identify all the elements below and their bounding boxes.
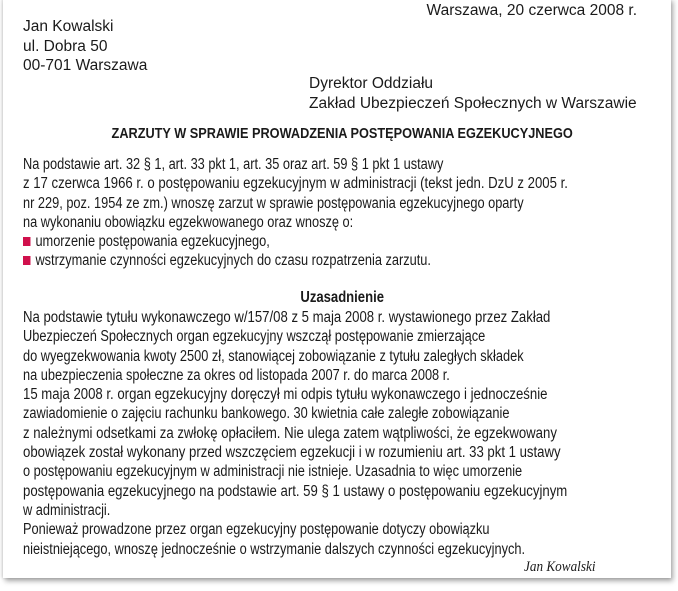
signature: Jan Kowalski <box>524 559 596 575</box>
justification-line: postępowania egzekucyjnego na podstawie art. 59 § 1 ustawy o postępowaniu egzekucyjnym <box>23 482 568 500</box>
justification-line: na ubezpieczenia społeczne za okres od listopada 2007 r. do marca 2008 r. <box>23 366 450 384</box>
letter-page <box>3 0 671 578</box>
request-item <box>23 232 552 251</box>
justification-line: Ubezpieczeń Społecznych organ egzekucyjny wszczął postępowanie zmierzające <box>23 328 486 346</box>
date-line: Warszawa, 20 czerwca 2008 r. <box>426 2 637 19</box>
justification-line: Na podstawie tytułu wykonawczego w/157/08 z 5 maja 2008 r. wystawionego przez Zakład <box>23 309 551 326</box>
intro-paragraph <box>23 155 660 271</box>
document-title <box>3 125 678 144</box>
request-text: umorzenie postępowania egzekucyjnego, <box>35 233 270 251</box>
bullet-square-icon <box>23 256 30 265</box>
recipient-address <box>309 74 637 113</box>
request-text: wstrzymanie czynności egzekucyjnych do czasu rozpatrzenia zarzutu. <box>35 252 431 270</box>
intro-line: na wykonaniu obowiązku egzekwowanego oraz wnoszę o: <box>23 213 354 231</box>
justification-line: z należnymi odsetkami za zwłokę opłaciłem. Nie ulega zatem wątpliwości, że egzekwowany <box>23 424 557 442</box>
justification-line: nieistniejącego, wnoszę jednocześnie o wstrzymanie dalszych czynności egzekucyjnych. <box>23 540 525 558</box>
intro-line: Na podstawie art. 32 § 1, art. 33 pkt 1, art. 35 oraz art. 59 § 1 pkt 1 ustawy <box>23 156 444 173</box>
justification-line: w administracji. <box>23 501 111 519</box>
recipient-line-2: Zakład Ubezpieczeń Społecznych w Warszawie <box>309 94 637 112</box>
justification-heading <box>3 288 678 307</box>
justification-heading-text: Uzasadnienie <box>300 289 384 306</box>
bullet-square-icon <box>23 237 30 246</box>
document-title-text: ZARZUTY W SPRAWIE PROWADZENIA POSTĘPOWANIA EGZEKUCYJNEGO <box>111 126 573 142</box>
justification-line: do wyegzekwowania kwoty 2500 zł, stanowiącej zobowiązanie z tytułu zaległych składek <box>23 347 524 365</box>
sender-address <box>23 17 147 76</box>
request-item <box>23 251 552 270</box>
intro-line: z 17 czerwca 1966 r. o postępowaniu egzekucyjnym w administracji (tekst jedn. DzU z 2005 r. <box>23 175 568 193</box>
justification-line: zawiadomienie o zajęciu rachunku bankowego. 30 kwietnia całe zaległe zobowiązanie <box>23 405 510 423</box>
justification-line: obowiązek został wykonany przed wszczęciem egzekucji i w rozumieniu art. 33 pkt 1 ustawy <box>23 444 561 462</box>
sender-name: Jan Kowalski <box>23 18 114 35</box>
recipient-line-1: Dyrektor Oddziału <box>309 75 434 92</box>
sender-city: 00-701 Warszawa <box>23 57 148 74</box>
justification-line: 15 maja 2008 r. organ egzekucyjny doręczył mi odpis tytułu wykonawczego i jednocześnie <box>23 386 548 404</box>
sender-street: ul. Dobra 50 <box>23 37 108 55</box>
justification-paragraph <box>23 308 660 559</box>
justification-line: o postępowaniu egzekucyjnym w administracji nie istnieje. Uzasadnia to więc umorzenie <box>23 463 523 481</box>
intro-line: nr 229, poz. 1954 ze zm.) wnoszę zarzut w sprawie postępowania egzekucyjnego oparty <box>23 194 524 212</box>
justification-line: Ponieważ prowadzone przez organ egzekucyjny postępowanie dotyczy obowiązku <box>23 521 490 539</box>
